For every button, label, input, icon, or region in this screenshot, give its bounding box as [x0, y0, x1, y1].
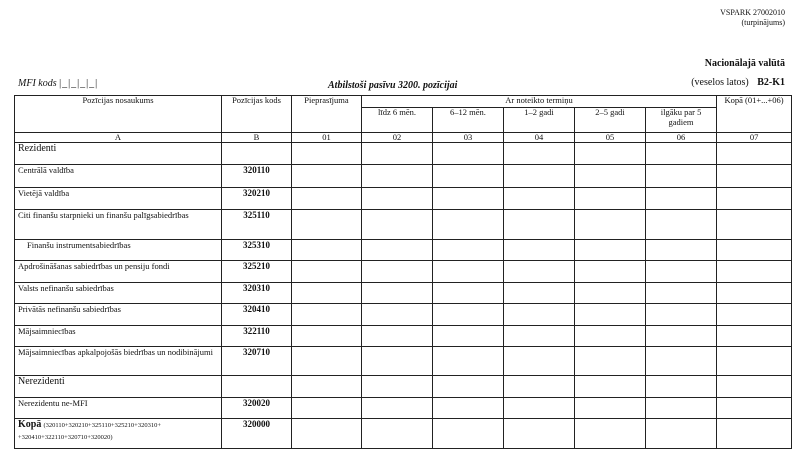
row-name: Citi finanšu starpnieki un finanšu palīgsabiedrības	[15, 210, 222, 240]
empty-cell	[292, 376, 362, 398]
value-cell[interactable]	[433, 261, 504, 283]
column-letter: 04	[504, 133, 575, 143]
table-row	[15, 283, 792, 304]
value-cell[interactable]	[646, 398, 717, 419]
units-label: (veselos latos)	[691, 77, 749, 88]
currency-label: Nacionālajā valūtā	[704, 58, 785, 69]
table-row	[15, 210, 792, 240]
value-cell[interactable]	[717, 419, 792, 449]
empty-cell	[575, 143, 646, 165]
empty-cell	[433, 143, 504, 165]
value-cell[interactable]	[504, 165, 575, 188]
col-header-term: 2–5 gadi	[575, 108, 646, 133]
value-cell[interactable]	[717, 347, 792, 376]
value-cell[interactable]	[717, 210, 792, 240]
form-code: VSPARK 27002010	[720, 8, 785, 17]
value-cell[interactable]	[433, 210, 504, 240]
value-cell[interactable]	[292, 165, 362, 188]
value-cell[interactable]	[292, 240, 362, 261]
liabilities-table	[14, 95, 792, 449]
value-cell[interactable]	[646, 261, 717, 283]
col-header-term: 1–2 gadi	[504, 108, 575, 133]
value-cell[interactable]	[717, 165, 792, 188]
value-cell[interactable]	[362, 419, 433, 449]
row-code: 320000	[222, 419, 292, 449]
table-row	[15, 398, 792, 419]
value-cell[interactable]	[575, 210, 646, 240]
value-cell[interactable]	[433, 304, 504, 326]
header-row-1	[15, 96, 792, 108]
table-row	[15, 240, 792, 261]
col-header-term: ilgāku par 5 gadiem	[646, 108, 717, 133]
row-name: Apdrošināšanas sabiedrības un pensiju fondi	[15, 261, 222, 283]
empty-cell	[433, 376, 504, 398]
empty-cell	[222, 143, 292, 165]
value-cell[interactable]	[292, 326, 362, 347]
col-header-total: Kopā (01+...+06)	[717, 96, 792, 133]
table-row	[15, 188, 792, 210]
value-cell[interactable]	[362, 261, 433, 283]
value-cell[interactable]	[717, 188, 792, 210]
value-cell[interactable]	[575, 347, 646, 376]
table-row	[15, 261, 792, 283]
value-cell[interactable]	[717, 283, 792, 304]
value-cell[interactable]	[433, 240, 504, 261]
value-cell[interactable]	[433, 165, 504, 188]
row-code: 320410	[222, 304, 292, 326]
col-header-demand: Pieprasījuma	[292, 96, 362, 133]
section-row	[15, 143, 792, 165]
value-cell[interactable]	[575, 261, 646, 283]
empty-cell	[646, 376, 717, 398]
value-cell[interactable]	[362, 347, 433, 376]
table-row	[15, 304, 792, 326]
value-cell[interactable]	[646, 419, 717, 449]
value-cell[interactable]	[575, 165, 646, 188]
row-name	[15, 419, 222, 449]
row-code: 320710	[222, 347, 292, 376]
row-name: Vietējā valdība	[15, 188, 222, 210]
value-cell[interactable]	[292, 419, 362, 449]
value-cell[interactable]	[292, 283, 362, 304]
value-cell[interactable]	[504, 283, 575, 304]
value-cell[interactable]	[433, 347, 504, 376]
value-cell[interactable]	[292, 210, 362, 240]
row-code: 322110	[222, 326, 292, 347]
value-cell[interactable]	[504, 326, 575, 347]
empty-cell	[717, 376, 792, 398]
row-name: Valsts nefinanšu sabiedrības	[15, 283, 222, 304]
value-cell[interactable]	[362, 398, 433, 419]
value-cell[interactable]	[292, 398, 362, 419]
value-cell[interactable]	[362, 326, 433, 347]
units-line	[691, 77, 785, 88]
value-cell[interactable]	[504, 240, 575, 261]
value-cell[interactable]	[717, 261, 792, 283]
column-letter: 03	[433, 133, 504, 143]
col-header-fixed-term: Ar noteikto termiņu	[362, 96, 717, 108]
value-cell[interactable]	[362, 165, 433, 188]
empty-cell	[504, 376, 575, 398]
empty-cell	[646, 143, 717, 165]
value-cell[interactable]	[717, 398, 792, 419]
row-name: Centrālā valdība	[15, 165, 222, 188]
value-cell[interactable]	[504, 347, 575, 376]
empty-cell	[717, 143, 792, 165]
row-code: 325310	[222, 240, 292, 261]
mfi-slots[interactable]: |_|_|_|_|	[59, 78, 99, 89]
row-name: Mājsaimniecības	[15, 326, 222, 347]
value-cell[interactable]	[575, 240, 646, 261]
table-row	[15, 165, 792, 188]
value-cell[interactable]	[646, 347, 717, 376]
row-code: 320310	[222, 283, 292, 304]
value-cell[interactable]	[362, 283, 433, 304]
section-title: Rezidenti	[15, 143, 222, 165]
empty-cell	[222, 376, 292, 398]
form-subtitle: Atbilstoši pasīvu 3200. pozīcijai	[328, 80, 458, 91]
empty-cell	[504, 143, 575, 165]
value-cell[interactable]	[646, 165, 717, 188]
row-code: 320020	[222, 398, 292, 419]
column-letter: 07	[717, 133, 792, 143]
table-row	[15, 326, 792, 347]
section-title: Nerezidenti	[15, 376, 222, 398]
row-name: Nerezidentu ne-MFI	[15, 398, 222, 419]
value-cell[interactable]	[362, 210, 433, 240]
value-cell[interactable]	[575, 419, 646, 449]
row-code: 325210	[222, 261, 292, 283]
value-cell[interactable]	[433, 283, 504, 304]
row-name: Mājsaimniecības apkalpojošās biedrības un nodibinājumi	[15, 347, 222, 376]
value-cell[interactable]	[575, 398, 646, 419]
value-cell[interactable]	[292, 347, 362, 376]
value-cell[interactable]	[292, 304, 362, 326]
value-cell[interactable]	[433, 419, 504, 449]
value-cell[interactable]	[646, 188, 717, 210]
value-cell[interactable]	[292, 261, 362, 283]
value-cell[interactable]	[504, 398, 575, 419]
total-label: Kopā	[18, 419, 42, 430]
row-code: 325110	[222, 210, 292, 240]
column-letter: 06	[646, 133, 717, 143]
value-cell[interactable]	[504, 419, 575, 449]
sheet-code: B2-K1	[757, 77, 785, 88]
column-letters-row	[15, 133, 792, 143]
value-cell[interactable]	[362, 240, 433, 261]
column-letter: A	[15, 133, 222, 143]
value-cell[interactable]	[646, 283, 717, 304]
value-cell[interactable]	[504, 261, 575, 283]
empty-cell	[292, 143, 362, 165]
value-cell[interactable]	[646, 210, 717, 240]
row-name: Privātās nefinanšu sabiedrības	[15, 304, 222, 326]
row-name: Finanšu instrumentsabiedrības	[15, 240, 222, 261]
value-cell[interactable]	[504, 304, 575, 326]
empty-cell	[362, 376, 433, 398]
col-header-code: Pozīcijas kods	[222, 96, 292, 133]
value-cell[interactable]	[575, 326, 646, 347]
value-cell[interactable]	[646, 304, 717, 326]
total-formula: (320110+320210+325110+325210+320310+ +320410+322110+320710+320020)	[18, 422, 161, 441]
empty-cell	[575, 376, 646, 398]
mfi-code-field[interactable]	[18, 78, 98, 89]
value-cell[interactable]	[717, 240, 792, 261]
column-letter: 01	[292, 133, 362, 143]
table-row	[15, 419, 792, 449]
col-header-term: līdz 6 mēn.	[362, 108, 433, 133]
value-cell[interactable]	[292, 188, 362, 210]
mfi-label: MFI kods	[18, 78, 57, 89]
value-cell[interactable]	[717, 326, 792, 347]
value-cell[interactable]	[504, 210, 575, 240]
value-cell[interactable]	[575, 283, 646, 304]
value-cell[interactable]	[646, 240, 717, 261]
value-cell[interactable]	[646, 326, 717, 347]
table-row	[15, 347, 792, 376]
value-cell[interactable]	[362, 304, 433, 326]
row-code: 320210	[222, 188, 292, 210]
col-header-name: Pozīcijas nosaukums	[15, 96, 222, 133]
row-code: 320110	[222, 165, 292, 188]
column-letter: B	[222, 133, 292, 143]
table-body	[15, 143, 792, 449]
value-cell[interactable]	[433, 326, 504, 347]
value-cell[interactable]	[575, 304, 646, 326]
value-cell[interactable]	[504, 188, 575, 210]
section-row	[15, 376, 792, 398]
value-cell[interactable]	[433, 188, 504, 210]
column-letter: 05	[575, 133, 646, 143]
column-letter: 02	[362, 133, 433, 143]
value-cell[interactable]	[362, 188, 433, 210]
empty-cell	[362, 143, 433, 165]
col-header-term: 6–12 mēn.	[433, 108, 504, 133]
continuation-note: (turpinājums)	[741, 18, 785, 27]
value-cell[interactable]	[575, 188, 646, 210]
form-code-block	[720, 8, 785, 28]
value-cell[interactable]	[717, 304, 792, 326]
value-cell[interactable]	[433, 398, 504, 419]
